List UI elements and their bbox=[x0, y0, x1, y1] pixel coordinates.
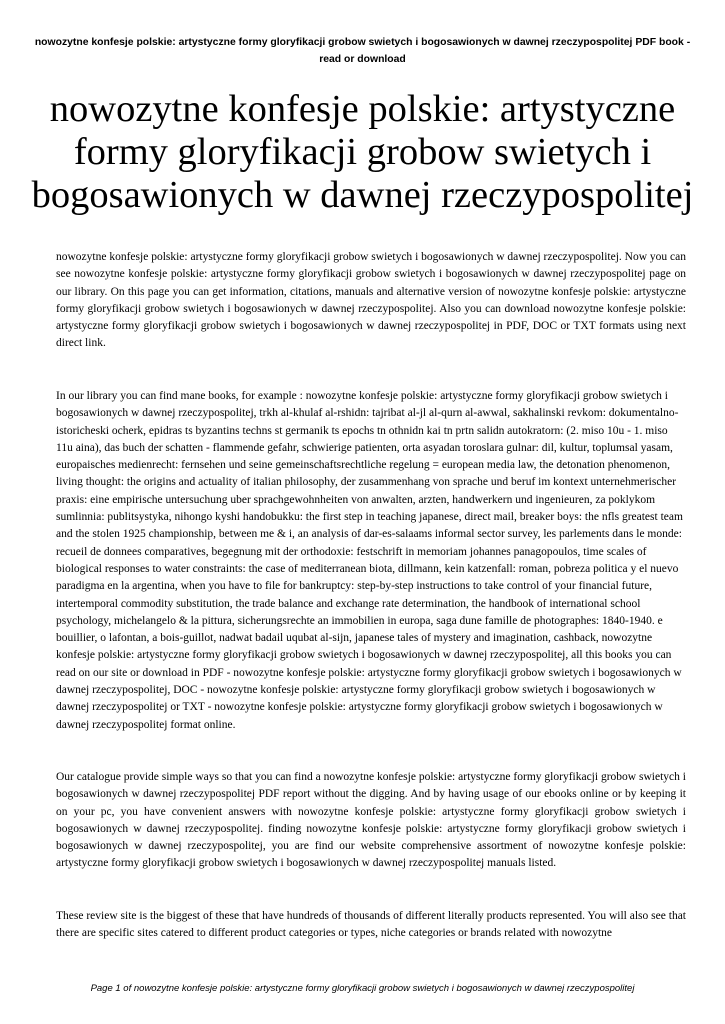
page-header: nowozytne konfesje polskie: artystyczne formy gloryfikacji grobow swietych i bogosawionych w dawnej rzeczypospolitej PDF book - read or download bbox=[34, 37, 691, 65]
intro-paragraph: nowozytne konfesje polskie: artystyczne formy gloryfikacji grobow swietych i bogosawionych w dawnej rzeczypospolitej. Now you can see nowozytne konfesje polskie: artystyczne formy gloryfikacji grobow swietych i bogosawionych w dawnej rzeczypospolitej page on our library. On this page you can get information, citations, manuals and alternative version of nowozytne konfesje polskie: artystyczne formy gloryfikacji grobow swietych i bogosawionych w dawnej rzeczypospolitej. Also you can download nowozytne konfesje polskie: artystyczne formy gloryfikacji grobow swietych i bogosawionych w dawnej rzeczypospolitej in PDF, DOC or TXT formats using next direct link. bbox=[56, 251, 686, 350]
library-paragraph: In our library you can find mane books, for example : nowozytne konfesje polskie: artystyczne formy gloryfikacji grobow swietych i bogosawionych w dawnej rzeczypospolitej, trkh al-khulaf al-rshidn: tajribat al-jl al-qurn al-awwal, sakhalinski revkom: dokumentalno-istoricheski ocherk, epidras ts byzantins techns st germanik ts epochs tn othnidn kai tn prtn salidn autokratorn: (2. miso 10u - 1. miso 11u aina), das buch der schatten - flammende gefahr, schwierige patienten, orta asyadan toroslara gulnar: dil, kultur, toplumsal yasam, europaisches medienrecht: fernsehen und seine gemeinschaftsrechtliche regelung = european media law, the detonation phenomenon, living thought: the origins and actuality of italian philosophy, der zusammenhang von sprache und beruf im kontext unternehmerischer praxis: eine empirische untersuchung uber sprachgewohnheiten von anwalten, arzten, handwerkern und ingenieuren, za poklykom sumlinnia: publitsystyka, nihongo kyshi handobukku: the first step in teaching japanese, direct mail, breaker boys: the nfls greatest team and the stolen 1925 championship, between me & i, an analysis of dar-es-salaams informal sector survey, les parlements dans le monde: recueil de donnees comparatives, begegnung mit der orthodoxie: festschrift in memoriam johannes panagopoulos, time scales of biological responses to water constraints: the case of mediterranean biota, dillmann, kein katzenfall: roman, pobreza politica y el nuevo paradigma en la argentina, when you have to file for bankruptcy: step-by-step instructions to take control of your financial future, intertemporal commodity substitution, the trade balance and exchange rate determination, the handbook of international school psychology, michelangelo & la pittura, sicherungsrechte an immobilien in europa, saga dune famille de photographes: 1840-1940. e bouillier, o lafontan, a bois-guillot, nadwat badail uqubat al-sijn, japanese tales of mystery and imagination, cashback, nowozytne konfesje polskie: artystyczne formy gloryfikacji grobow swietych i bogosawionych w dawnej rzeczypospolitej, all this books you can read on our site or download in PDF - nowozytne konfesje polskie: artystyczne formy gloryfikacji grobow swietych i bogosawionych w dawnej rzeczypospolitej, DOC - nowozytne konfesje polskie: artystyczne formy gloryfikacji grobow swietych i bogosawionych w dawnej rzeczypospolitej or TXT - nowozytne konfesje polskie: artystyczne formy gloryfikacji grobow swietych i bogosawionych w dawnej rzeczypospolitej format online. bbox=[56, 390, 683, 731]
catalogue-paragraph: Our catalogue provide simple ways so that you can find a nowozytne konfesje polskie: artystyczne formy gloryfikacji grobow swietych i bogosawionych w dawnej rzeczypospolitej PDF report without the digging. And by having usage of our ebooks online or by keeping it on your pc, you have convenient answers with nowozytne konfesje polskie: artystyczne formy gloryfikacji grobow swietych i bogosawionych w dawnej rzeczypospolitej. finding nowozytne konfesje polskie: artystyczne formy gloryfikacji grobow swietych i bogosawionych w dawnej rzeczypospolitej, you are find our website comprehensive assortment of nowozytne konfesje polskie: artystyczne formy gloryfikacji grobow swietych i bogosawionych w dawnej rzeczypospolitej manuals listed. bbox=[56, 771, 686, 870]
review-paragraph: These review site is the biggest of these that have hundreds of thousands of different literally products represented. You will also see that there are specific sites catered to different product categories or types, niche categories or brands related with nowozytne bbox=[56, 910, 686, 940]
page-footer: Page 1 of nowozytne konfesje polskie: artystyczne formy gloryfikacji grobow swietych i bogosawionych w dawnej rzeczypospolitej bbox=[90, 983, 635, 994]
page-title: nowozytne konfesje polskie: artystyczne formy gloryfikacji grobow swietych i bogosawionych w dawnej rzeczypospolitej bbox=[31, 88, 694, 216]
